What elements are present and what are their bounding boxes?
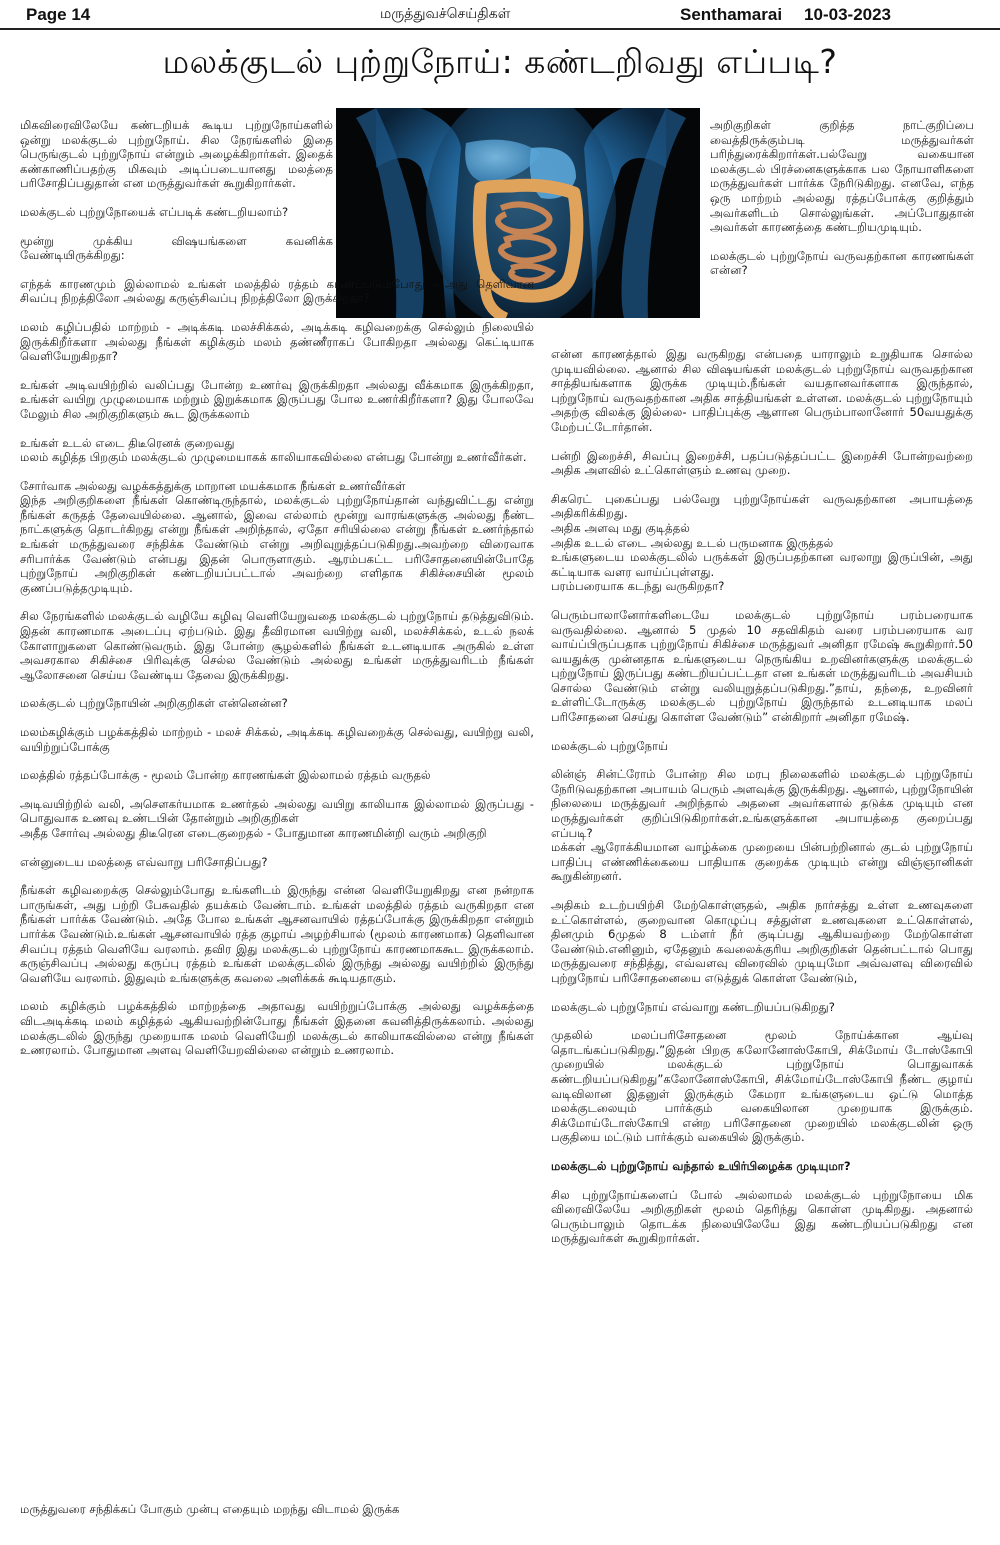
paragraph: மலம் கழிப்பதில் மாற்றம் - அடிக்கடி மலச்சிக்கல், அடிக்கடி கழிவறைக்கு செல்லும் நிலையில் இருக்கிறீர்களா அல்லது நீங்கள் கழிக்கும் மலம் தண்ணீராகப் போகிறதா அல்லது கெட்டியாக வெளியேறுகிறதா? [20, 319, 534, 364]
paragraph: முதலில் மலப்பரிசோதனை மூலம் நோய்க்கான ஆய்வு தொடங்கப்படுகிறது.”இதன் பிறகு கலோனோஸ்கோபி, சிக்மோய் டோஸ்கோபி முறையில் மலக்குடல் புற்றுநோய் பொதுவாகக் கண்டறியப்படுகிறது”கலோனோஸ்கோபி, சிக்மோய்டோஸ்கோபி நீண்ட குழாய் வடிவிலான இதனுள் இருக்கும் கேமரா உங்களுடைய ஒட்டு மொத்த மலக்குடலையும் பார்க்கும் வகையிலான முறையாக இருக்கும். சிக்மோய்டோஸ்கோபி என்ற பரிசோதனை முறையில் மலக்குடலின் ஒரு பகுதியை மட்டும் பார்க்கும் வகையில் இருக்கும். [551, 1028, 973, 1145]
section-name: மருத்துவச்செய்திகள் [380, 6, 511, 22]
paragraph: மலத்தில் ரத்தப்போக்கு - மூலம் போன்ற காரணங்கள் இல்லாமல் ரத்தம் வருதல் [20, 768, 431, 783]
paragraph: எந்தக் காரணமும் இல்லாமல் உங்கள் மலத்தில் ரத்தம் காணப்படும்போது - அது தெளிவான சிவப்பு நிறத்திலோ அல்லது கருஞ்சிவப்பு நிறத்திலோ இருக்கிறதா? [20, 276, 534, 306]
subheading: மலக்குடல் புற்றுநோய் [551, 738, 669, 753]
column-left-wrapped [20, 118, 333, 263]
column-right [551, 347, 973, 1260]
paragraph: அடிவயிற்றில் வலி, அசௌகர்யமாக உணர்தல் அல்லது வயிறு காலியாக இல்லாமல் இருப்பது - பொதுவாக உணவு உண்டபின் தோன்றும் அறிகுறிகள் அதீத சோர்வு அல்லது திடீரென எடைகுறைதல் - போதுமான காரணமின்றி வரும் அறிகுறி [20, 796, 534, 840]
subheading-bold: மலக்குடல் புற்றுநோய் வந்தால் உயிர்பிழைக்க முடியுமா? [551, 1158, 851, 1173]
paper-name: Senthamarai [680, 5, 783, 24]
paragraph: சோர்வாக அல்லது வழக்கத்துக்கு மாறான மயக்கமாக நீங்கள் உணர்வீர்கள் இந்த அறிகுறிகளை நீங்கள் கொண்டிருந்தால், மலக்குடல் புற்றுநோய்தான் வந்துவிட்டது என்று நீங்கள் கருதத் தேவையில்லை. ஆனால், இவை எல்லாம் மூன்று வாரங்களுக்கு அல்லது நீண்ட நாட்களுக்கு தொடர்கிறது என்று நீங்கள் அறிந்தால், ஏதோ சரியில்லை என்று நீங்கள் உணர்ந்தால் உங்கள் மருத்துவரை சந்திக்க வேண்டும் என்று அறிவுறுத்தப்படுகிறது.அவற்றை விரைவாக சரிபார்க்க வேண்டும் என்பது இதன் பொருளாகும். ஆரம்பகட்ட பரிசோதனையின்போதே புற்றுநோய் அறிகுறிகள் கண்டறியப்பட்டால் அவற்றை எளிதாக சிகிச்சையின் மூலம் குணப்படுத்தமுடியும். [20, 478, 534, 595]
subheading: மலக்குடல் புற்றுநோயின் அறிகுறிகள் என்னென்ன? [20, 696, 288, 711]
subheading: மலக்குடல் புற்றுநோய் வருவதற்கான காரணங்கள் என்ன? [710, 248, 974, 278]
paragraph: உங்கள் அடிவயிற்றில் வலிப்பது போன்ற உணர்வு இருக்கிறதா அல்லது வீக்கமாக இருக்கிறதா, உங்கள் வயிறு முழுமையாக மற்றும் இறுக்கமாக இருப்பது போல உணர்கிறீர்களா? இது போலவே மேலும் சில அறிகுறிகளும் கூட இருக்கலாம் [20, 377, 534, 421]
paper-info [680, 5, 891, 25]
paragraph: சிகரெட் புகைப்பது பல்வேறு புற்றுநோய்கள் வருவதற்கான அபாயத்தை அதிகரிக்கிறது. அதிக அளவு மது குடித்தல் அதிக உடல் எடை அல்லது உடல் பருமனாக இருத்தல் உங்களுடைய மலக்குடலில் பருக்கள் இருப்பதற்கான வரலாறு இருப்பின், அது கட்டியாக வளர வாய்ப்புள்ளது. பரம்பரையாக கடந்து வருகிறதா? [551, 491, 973, 594]
paragraph: உங்கள் உடல் எடை திடீரெனக் குறைவது மலம் கழித்த பிறகும் மலக்குடல் முழுமையாகக் காலியாகவில்லை என்பது போன்று உணர்வீர்கள். [20, 435, 527, 465]
paragraph: என்ன காரணத்தால் இது வருகிறது என்பதை யாராலும் உறுதியாக சொல்ல முடியவில்லை. ஆனால் சில விஷயங்கள் மலக்குடல் புற்றுநோய் வருவதற்கான சாத்தியங்களாக இருக்க முடியும்.நீங்கள் வயதானவர்களாக இருந்தால், புற்றுநோய் வருவதற்கான அதிக சாத்தியங்கள் உள்ளன. மலக்குடல் புற்றுநோயும் அதற்கு விலக்கு இல்லை- பாதிப்புக்கு ஆளான பெரும்பாலானோர் 50வயதுக்கு மேற்பட்டோர்தான். [551, 347, 973, 434]
article-title: மலக்குடல் புற்றுநோய்: கண்டறிவது எப்படி? [162, 42, 838, 81]
paragraph: மிகவிரைவிலேயே கண்டறியக் கூடிய புற்றுநோய்களில் ஒன்று மலக்குடல் புற்றுநோய். சில நேரங்களில் இதை பெருங்குடல் புற்றுநோய் என்றும் அழைக்கிறார்கள். இதைக் கண்காணிப்பதற்கு மிகவும் அடிப்படையானது மலத்தை பரிசோதிப்பதுதான் என மருத்துவர்கள் கூறுகிறார்கள். [20, 118, 333, 191]
subheading: மலக்குடல் புற்றுநோய் எவ்வாறு கண்டறியப்படுகிறது? [551, 999, 835, 1014]
paragraph: பன்றி இறைச்சி, சிவப்பு இறைச்சி, பதப்படுத்தப்பட்ட இறைச்சி போன்றவற்றை அதிக அளவில் உட்கொள்ளும் உணவு முறை. [551, 448, 973, 478]
paragraph: மலம்கழிக்கும் பழக்கத்தில் மாற்றம் - மலச் சிக்கல், அடிக்கடி கழிவறைக்கு செல்வது, வயிற்று வலி, வயிற்றுப்போக்கு [20, 725, 534, 754]
issue-date: 10-03-2023 [804, 5, 892, 24]
paragraph: சில நேரங்களில் மலக்குடல் வழியே கழிவு வெளியேறுவதை மலக்குடல் புற்றுநோய் தடுத்துவிடும். இதன் காரணமாக அடைப்பு ஏற்படும். இது தீவிரமான வயிற்று வலி, மலச்சிக்கல், உடல் நலக் கோளாறுகளை கொண்டுவரும். இது போன்ற சூழல்களில் நீங்கள் உடனடியாக அருகில் உள்ள அவசரகால சிகிச்சை பிரிவுக்கு செல்ல வேண்டும் அல்லது உங்கள் மருத்துவரிடம் நீங்கள் ஆலோசனை செய்ய வேண்டிய தேவை இருக்கிறது. [20, 609, 534, 682]
paragraph-continued: மருத்துவரை சந்திக்கப் போகும் முன்பு எதையும் மறந்து விடாமல் இருக்க [20, 1502, 400, 1516]
paragraph: லின்ஞ் சின்ட்ரோம் போன்ற சில மரபு நிலைகளில் மலக்குடல் புற்றுநோய் நேரிடுவதற்கான அபாயம் பெரும் அளவுக்கு இருக்கிறது. ஆனால், புற்றுநோயின் நிலையை மருத்துவர் அறிந்தால் அதனை அவர்களால் தடுக்க முடியும் என மருத்துவர்கள் குறிப்பிடுகிறார்கள்.உங்களுக்கான அபாயத்தை குறைப்பது எப்படி? மக்கள் ஆரோக்கியமான வாழ்க்கை முறையை பின்பற்றினால் குடல் புற்றுநோய் பாதிப்பு எண்ணிக்கையை பாதியாக குறைக்க முடியும் என்று விஞ்ஞானிகள் கூறுகின்றனர். [551, 767, 973, 884]
subheading: என்னுடைய மலத்தை எவ்வாறு பரிசோதிப்பது? [20, 854, 268, 869]
subheading: மலக்குடல் புற்றுநோயைக் எப்படிக் கண்டறியலாம்? [20, 204, 289, 219]
column-left [20, 118, 534, 1072]
paragraph: மூன்று முக்கிய விஷயங்களை கவனிக்க வேண்டியிருக்கிறது: [20, 233, 333, 263]
paragraph: சில புற்றுநோய்களைப் போல் அல்லாமல் மலக்குடல் புற்றுநோயை மிக விரைவிலேயே அறிகுறிகள் மூலம் தெரிந்து கொள்ள முடிகிறது. அதனால் பெரும்பாலும் தொடக்க நிலையிலேயே இது கண்டறியப்படுகிறது என மருத்துவர்கள் கூறுகிறார்கள். [551, 1187, 973, 1246]
paragraph: மலம் கழிக்கும் பழக்கத்தில் மாற்றத்தை அதாவது வயிற்றுப்போக்கு அல்லது வழக்கத்தை விடஅடிக்கடி மலம் கழித்தல் ஆகியவற்றின்போது நீங்கள் இதனை கவனித்திருக்கலாம். அல்லது மலக்குடலில் இருந்து முறையாக மலம் வெளியேறி மலக்குடல் காலியாகவில்லை என்று நீங்கள் உணரலாம். போதுமான அளவு வெளியேறவில்லை என்றும் உணரலாம். [20, 999, 534, 1058]
column-right-top [710, 118, 974, 292]
paragraph: நீங்கள் கழிவறைக்கு செல்லும்போது உங்களிடம் இருந்து என்ன வெளியேறுகிறது என நன்றாக பாருங்கள், அது பற்றி பேசுவதில் தயக்கம் வேண்டாம். உங்கள் மலத்தில் ரத்தம் வருகிறதா என நீங்கள் பார்க்க வேண்டும். அதே போல உங்கள் ஆசனவாயில் ரத்தப்போக்கு இருக்கிறதா என்றும் பார்க்க வேண்டும்.உங்கள் ஆசனவாயில் ரத்த குழாய் அழற்சியால் (மூலம் காரணமாக) தெளிவான சிவப்பு ரத்தம் வெளியே வரலாம். தவிர இது மலக்குடல் புற்றுநோய் காரணமாககூட இருக்கலாம். கருஞ்சிவப்பு அல்லது கருப்பு ரத்தம் உங்கள் மலக்குடலில் இருந்து அல்லது வயிற்றில் இருந்து வெளியே வரலாம். இதுவும் உங்களுக்கு கவலை அளிக்கக் கூடியதாகும். [20, 883, 534, 985]
page-number: Page 14 [26, 5, 91, 24]
paragraph: அதிகம் உடற்பயிற்சி மேற்கொள்ளுதல், அதிக நார்சத்து உள்ள உணவுகளை உட்கொள்ளல், குறைவான கொழுப்பு சத்துள்ள உணவுகளை உட்கொள்ளல், தினமும் 6முதல் 8 டம்ளர் நீர் குடிப்பது ஆகியவற்றை மேற்கொள்ள வேண்டும்.எனினும், ஏதேனும் கவலைக்குரிய அறிகுறிகள் தென்பட்டால் பொது மருத்துவரை சந்தித்து, எவ்வளவு விரைவில் முடியுமோ அவ்வளவு விரைவில் புற்றுநோய் பரிசோதனையை எடுத்துக் கொள்ள வேண்டும், [551, 898, 973, 985]
paragraph: பெரும்பாலானோர்களிடையே மலக்குடல் புற்றுநோய் பரம்பரையாக வருவதில்லை. ஆனால் 5 முதல் 10 சதவிகிதம் வரை பரம்பரையாக வர வாய்ப்பிருப்பதாக புற்றுநோய் சிகிச்சை மருத்துவர் அனிதா ரமேஷ் கூறுகிறார்.50 வயதுக்கு முன்னதாக உங்களுடைய நெருங்கிய உறவினர்களுக்கு மலக்குடல் புற்றுநோய் இருப்பது கண்டறியப்பட்டதா என உங்கள் மருத்துவரிடம் அவசியம் சொல்ல வேண்டும் என்று வலியுறுத்தப்படுகிறது.”தாய், தந்தை, உறவினர் உள்ளிட்டோருக்கு மலக்குடல் புற்றுநோய் இருந்தால் உடனடியாக மலப் பரிசோதனை செய்து கொள்ள வேண்டும்” என்கிறார் அனிதா ரமேஷ். [551, 607, 973, 725]
page-header [0, 0, 1000, 30]
paragraph: அறிகுறிகள் குறித்த நாட்குறிப்பை வைத்திருக்கும்படி மருத்துவர்கள் பரிந்துரைக்கிறார்கள்.பல்வேறு வகையான மலக்குடல் பிரச்னைகளுக்காக பல நோயாளிகளை மருத்துவர்கள் பார்க்க நேரிடுகிறது. எனவே, எந்த ஒரு மாற்றம் அல்லது ரத்தப்போக்கு குறித்தும் அவர்களிடம் சொல்லுங்கள். அப்போதுதான் அவர்கள் காரணத்தை கண்டறியமுடியும். [710, 118, 974, 235]
